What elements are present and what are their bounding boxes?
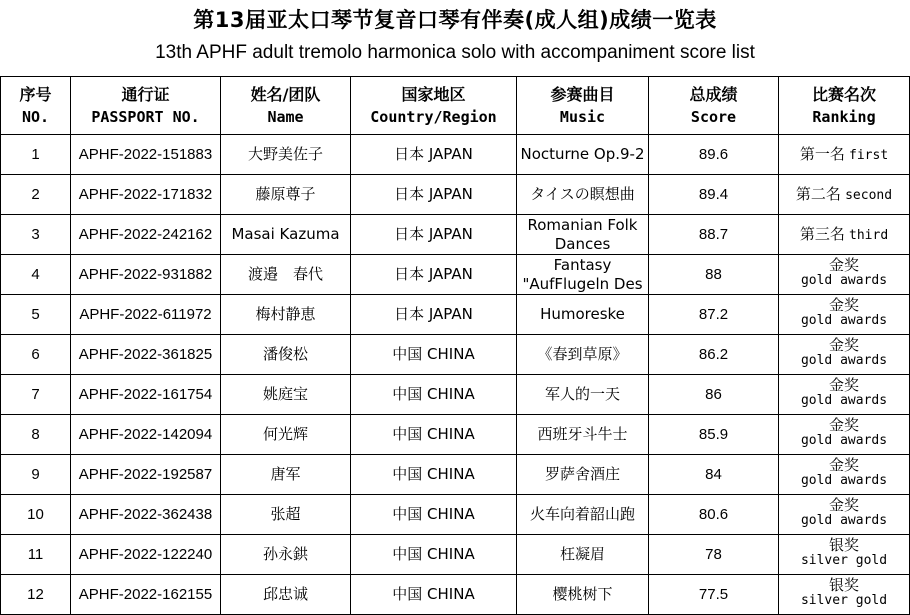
row-number: 2 [1, 175, 71, 215]
total-score: 86.2 [649, 335, 779, 375]
country-region: 中国 CHINA [351, 495, 517, 535]
passport-number: APHF-2022-171832 [71, 175, 221, 215]
ranking-zh: 金奖 [828, 295, 859, 314]
ranking [779, 375, 910, 415]
passport-number: APHF-2022-362438 [71, 495, 221, 535]
music-title: Nocturne Op.9-2 [517, 135, 649, 175]
table-row [1, 415, 910, 455]
music-title: 《春到草原》 [517, 335, 649, 375]
ranking-zh: 第一名 [799, 144, 845, 163]
total-score: 86 [649, 375, 779, 415]
participant-name: 藤原尊子 [221, 175, 351, 215]
music-title: 罗萨舍酒庄 [517, 455, 649, 495]
ranking [779, 255, 910, 295]
score-table [0, 76, 910, 615]
ranking [779, 295, 910, 335]
music-title: 西班牙斗牛士 [517, 415, 649, 455]
total-score: 88.7 [649, 215, 779, 255]
ranking-zh: 金奖 [828, 415, 859, 434]
table-row [1, 495, 910, 535]
table-row [1, 295, 910, 335]
participant-name: 邱忠诚 [221, 575, 351, 615]
participant-name: 渡邉 春代 [221, 255, 351, 295]
row-number: 5 [1, 295, 71, 335]
ranking-zh: 第二名 [795, 184, 841, 203]
row-number: 4 [1, 255, 71, 295]
country-region: 日本 JAPAN [351, 295, 517, 335]
participant-name: 何光辉 [221, 415, 351, 455]
total-score: 87.2 [649, 295, 779, 335]
table-row [1, 375, 910, 415]
ranking-en: gold awards [800, 392, 888, 408]
ranking-en: gold awards [800, 432, 888, 448]
participant-name: Masai Kazuma [221, 215, 351, 255]
passport-number: APHF-2022-142094 [71, 415, 221, 455]
table-row [1, 335, 910, 375]
ranking-en: silver gold [800, 592, 888, 608]
participant-name: 张超 [221, 495, 351, 535]
ranking-en: second [845, 187, 893, 203]
row-number: 11 [1, 535, 71, 575]
participant-name: 唐军 [221, 455, 351, 495]
ranking-zh: 金奖 [828, 455, 859, 474]
total-score: 84 [649, 455, 779, 495]
ranking-en: first [849, 147, 889, 163]
music-title: Fantasy "AufFlugeln Des [517, 255, 649, 295]
country-region: 日本 JAPAN [351, 255, 517, 295]
table-row [1, 535, 910, 575]
ranking-en: gold awards [800, 352, 888, 368]
ranking [779, 335, 910, 375]
ranking [779, 455, 910, 495]
ranking [779, 535, 910, 575]
passport-number: APHF-2022-161754 [71, 375, 221, 415]
country-region: 日本 JAPAN [351, 175, 517, 215]
participant-name: 姚庭宝 [221, 375, 351, 415]
passport-number: APHF-2022-151883 [71, 135, 221, 175]
country-region: 日本 JAPAN [351, 135, 517, 175]
participant-name: 梅村静恵 [221, 295, 351, 335]
row-number: 6 [1, 335, 71, 375]
music-title: 军人的一天 [517, 375, 649, 415]
country-region: 中国 CHINA [351, 375, 517, 415]
country-region: 中国 CHINA [351, 415, 517, 455]
row-number: 3 [1, 215, 71, 255]
table-row [1, 135, 910, 175]
ranking-zh: 金奖 [828, 375, 859, 394]
total-score: 89.4 [649, 175, 779, 215]
ranking [779, 415, 910, 455]
col-header-score: 总成绩 Score [649, 77, 779, 135]
table-row [1, 255, 910, 295]
table-row [1, 455, 910, 495]
ranking-en: gold awards [800, 512, 888, 528]
passport-number: APHF-2022-611972 [71, 295, 221, 335]
ranking [779, 575, 910, 615]
ranking [779, 215, 910, 255]
ranking [779, 495, 910, 535]
col-header-passport: 通行证 PASSPORT NO. [71, 77, 221, 135]
music-title: タイスの瞑想曲 [517, 175, 649, 215]
total-score: 89.6 [649, 135, 779, 175]
ranking-en: third [849, 227, 889, 243]
passport-number: APHF-2022-122240 [71, 535, 221, 575]
country-region: 中国 CHINA [351, 575, 517, 615]
ranking-zh: 银奖 [828, 535, 859, 554]
country-region: 中国 CHINA [351, 455, 517, 495]
participant-name: 孙永鉷 [221, 535, 351, 575]
row-number: 7 [1, 375, 71, 415]
passport-number: APHF-2022-242162 [71, 215, 221, 255]
music-title: 火车向着韶山跑 [517, 495, 649, 535]
music-title: 樱桃树下 [517, 575, 649, 615]
col-header-music: 参赛曲目 Music [517, 77, 649, 135]
passport-number: APHF-2022-192587 [71, 455, 221, 495]
ranking-zh: 金奖 [828, 495, 859, 514]
row-number: 9 [1, 455, 71, 495]
total-score: 80.6 [649, 495, 779, 535]
total-score: 85.9 [649, 415, 779, 455]
row-number: 8 [1, 415, 71, 455]
ranking-zh: 金奖 [828, 335, 859, 354]
header-row [1, 77, 910, 135]
ranking [779, 175, 910, 215]
participant-name: 潘俊松 [221, 335, 351, 375]
col-header-ranking: 比赛名次 Ranking [779, 77, 910, 135]
music-title: Romanian Folk Dances [517, 215, 649, 255]
page-title: 第13届亚太口琴节复音口琴有伴奏(成人组)成绩一览表 [193, 8, 717, 32]
row-number: 10 [1, 495, 71, 535]
ranking-en: gold awards [800, 472, 888, 488]
ranking [779, 135, 910, 175]
ranking-zh: 银奖 [828, 575, 859, 594]
col-header-name: 姓名/团队 Name [221, 77, 351, 135]
ranking-en: silver gold [800, 552, 888, 568]
music-title: Humoreske [517, 295, 649, 335]
country-region: 中国 CHINA [351, 535, 517, 575]
ranking-zh: 第三名 [799, 224, 845, 243]
country-region: 日本 JAPAN [351, 215, 517, 255]
country-region: 中国 CHINA [351, 335, 517, 375]
participant-name: 大野美佐子 [221, 135, 351, 175]
col-header-no: 序号 NO. [1, 77, 71, 135]
ranking-en: gold awards [800, 312, 888, 328]
col-header-country: 国家地区 Country/Region [351, 77, 517, 135]
total-score: 88 [649, 255, 779, 295]
passport-number: APHF-2022-931882 [71, 255, 221, 295]
music-title: 枉凝眉 [517, 535, 649, 575]
row-number: 12 [1, 575, 71, 615]
table-row [1, 575, 910, 615]
passport-number: APHF-2022-361825 [71, 335, 221, 375]
page-subtitle: 13th APHF adult tremolo harmonica solo with accompaniment score list [155, 42, 755, 63]
row-number: 1 [1, 135, 71, 175]
total-score: 78 [649, 535, 779, 575]
ranking-en: gold awards [800, 272, 888, 288]
ranking-zh: 金奖 [828, 255, 859, 274]
table-row [1, 175, 910, 215]
table-row [1, 215, 910, 255]
passport-number: APHF-2022-162155 [71, 575, 221, 615]
total-score: 77.5 [649, 575, 779, 615]
